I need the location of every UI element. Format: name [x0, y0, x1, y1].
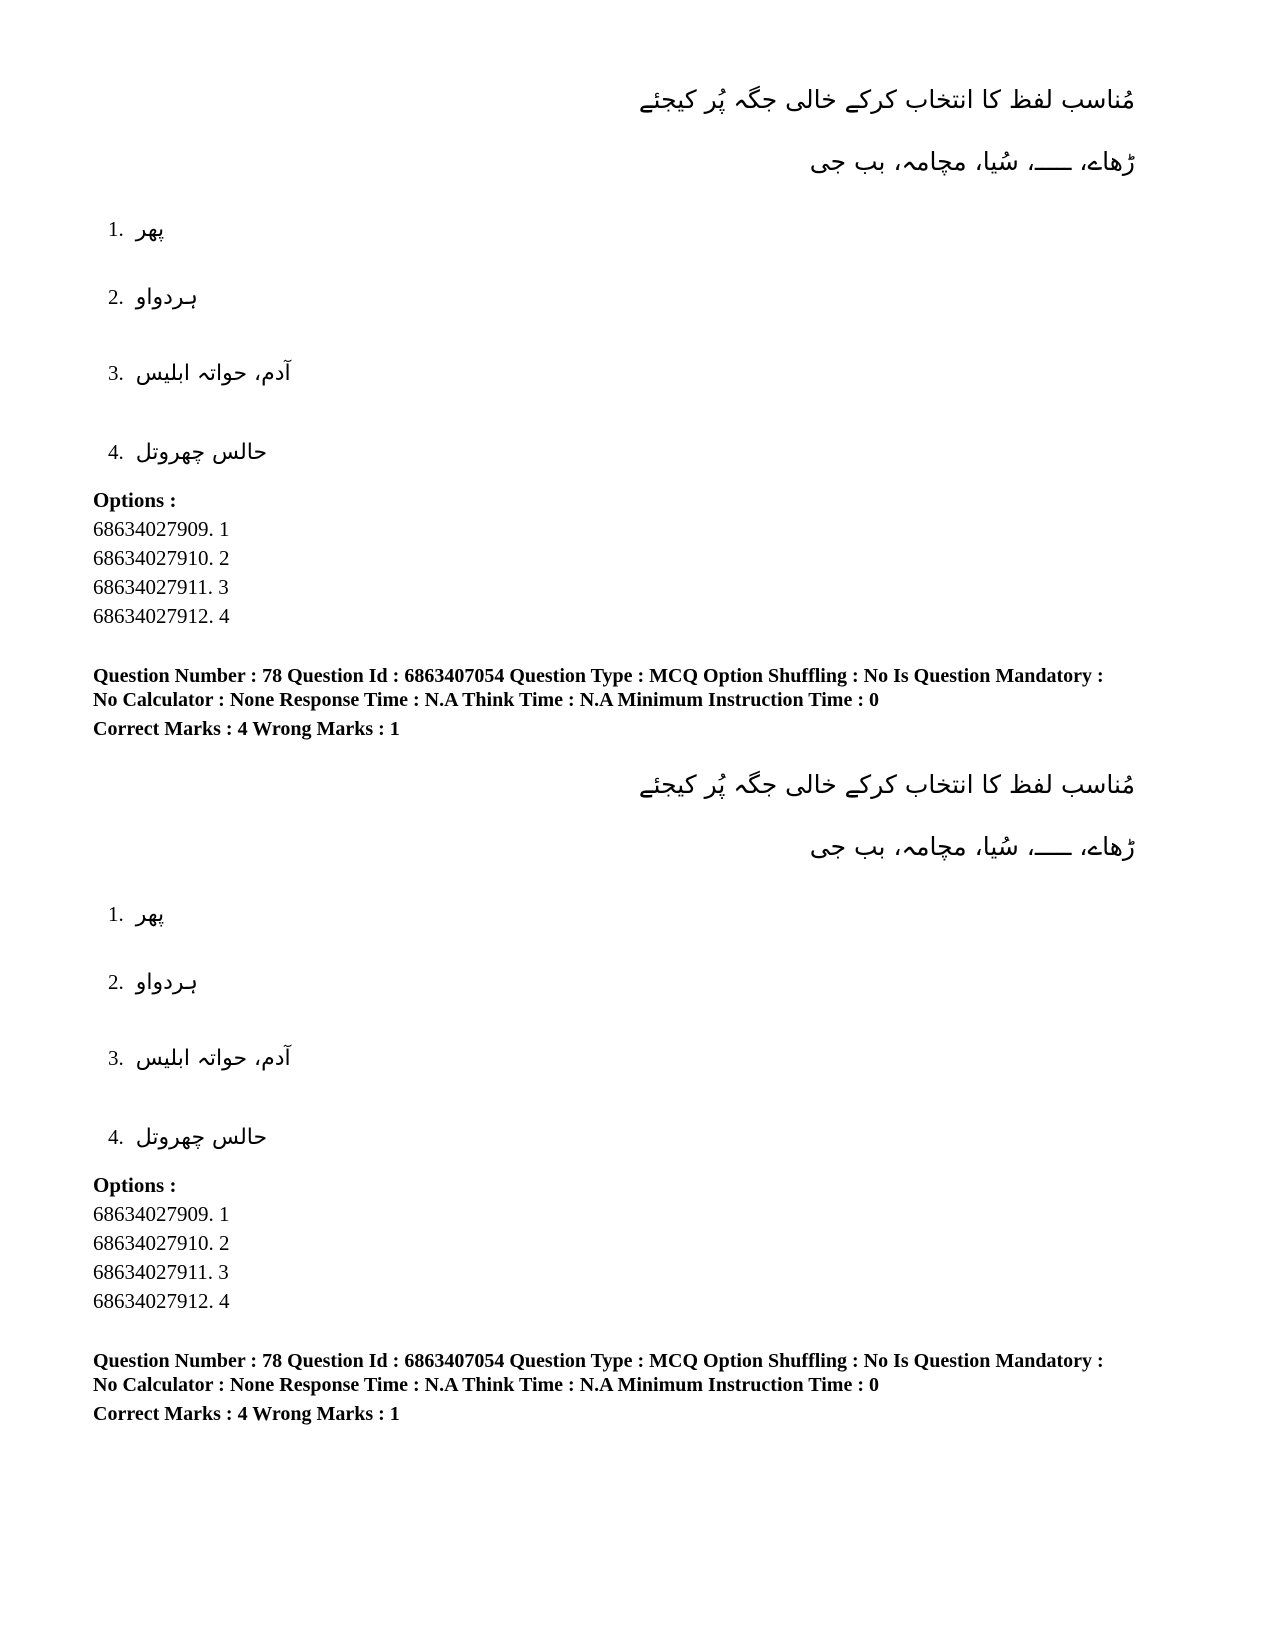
option-line: 68634027910. 2 [93, 546, 230, 570]
choice-number: 3. [108, 361, 124, 385]
choice-item [108, 214, 164, 245]
stem-line: ڑھاے، ـــــ، سُیا، مچامہ، بب جی [809, 147, 1135, 176]
choice-item [108, 899, 164, 930]
choice-text: آدم، حواتہ ابلیس [135, 361, 291, 386]
choice-text: حالس چھروتل [135, 440, 268, 465]
choice-item [108, 1122, 267, 1153]
choice-item [108, 358, 291, 389]
meta-line: No Calculator : None Response Time : N.A Think Time : N.A Minimum Instruction Time : 0 [93, 1374, 879, 1396]
choice-text: ہردواو [135, 970, 198, 995]
option-line: 68634027912. 4 [93, 1289, 230, 1313]
choice-text: پھر [135, 902, 165, 927]
choice-number: 3. [108, 1046, 124, 1070]
choice-item [108, 1043, 291, 1074]
marks-line: Correct Marks : 4 Wrong Marks : 1 [93, 1403, 400, 1425]
choice-number: 1. [108, 902, 124, 926]
stem-line: ڑھاے، ـــــ، سُیا، مچامہ، بب جی [809, 832, 1135, 861]
choice-item [108, 967, 198, 998]
options-label: Options : [93, 488, 177, 512]
choice-item [108, 437, 267, 468]
choice-number: 4. [108, 440, 124, 464]
options-list [93, 486, 230, 631]
options-list [93, 1171, 230, 1316]
choice-number: 2. [108, 970, 124, 994]
choice-text: آدم، حواتہ ابلیس [135, 1046, 291, 1071]
choice-number: 4. [108, 1125, 124, 1149]
meta-line: Question Number : 78 Question Id : 6863407054 Question Type : MCQ Option Shuffling : No Is Question Mandatory : [93, 665, 1104, 687]
option-line: 68634027910. 2 [93, 1231, 230, 1255]
question-meta [93, 664, 1193, 741]
question-stem [635, 80, 1135, 182]
meta-line: No Calculator : None Response Time : N.A Think Time : N.A Minimum Instruction Time : 0 [93, 689, 879, 711]
choice-text: حالس چھروتل [135, 1125, 268, 1150]
option-line: 68634027909. 1 [93, 1202, 230, 1226]
meta-line: Question Number : 78 Question Id : 6863407054 Question Type : MCQ Option Shuffling : No Is Question Mandatory : [93, 1350, 1104, 1372]
question-stem [635, 765, 1135, 867]
choice-text: پھر [135, 217, 165, 242]
question-meta [93, 1349, 1193, 1426]
choice-number: 1. [108, 217, 124, 241]
option-line: 68634027909. 1 [93, 517, 230, 541]
stem-line: مُناسب لفظ کا انتخاب کرکے خالی جگہ پُر کیجئے [638, 85, 1135, 114]
stem-line: مُناسب لفظ کا انتخاب کرکے خالی جگہ پُر کیجئے [638, 770, 1135, 799]
choice-number: 2. [108, 285, 124, 309]
choice-item [108, 282, 198, 313]
option-line: 68634027911. 3 [93, 1260, 229, 1284]
options-label: Options : [93, 1173, 177, 1197]
choice-text: ہردواو [135, 285, 198, 310]
option-line: 68634027912. 4 [93, 604, 230, 628]
option-line: 68634027911. 3 [93, 575, 229, 599]
marks-line: Correct Marks : 4 Wrong Marks : 1 [93, 718, 400, 740]
